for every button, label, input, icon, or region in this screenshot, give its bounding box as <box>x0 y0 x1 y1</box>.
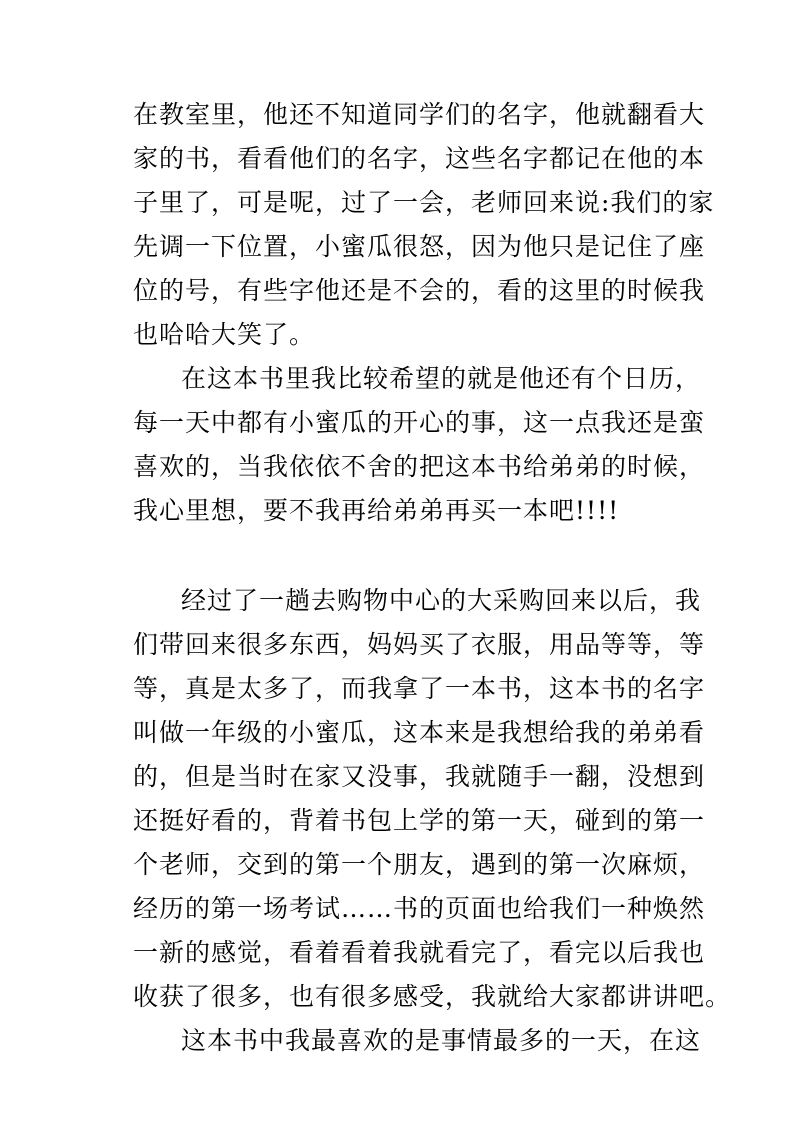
paragraph-3-line-5: 的，但是当时在家又没事，我就随手一翻，没想到 <box>133 762 706 791</box>
paragraph-2-line-1: 在这本书里我比较希望的就是他还有个日历， <box>181 364 702 393</box>
paragraph-1-line-2: 家的书，看看他们的名字，这些名字都记在他的本 <box>133 144 706 173</box>
paragraph-2-line-4: 我心里想，要不我再给弟弟再买一本吧!!!! <box>133 496 620 525</box>
paragraph-1-line-6: 也哈哈大笑了。 <box>133 320 316 349</box>
paragraph-3-line-10: 收获了很多，也有很多感受，我就给大家都讲讲吧。 <box>133 982 732 1011</box>
paragraph-2-line-3: 喜欢的，当我依依不舍的把这本书给弟弟的时候， <box>133 452 706 481</box>
paragraph-1-line-1: 在教室里，他还不知道同学们的名字，他就翻看大 <box>133 100 706 129</box>
paragraph-3-line-2: 们带回来很多东西，妈妈买了衣服，用品等等，等 <box>133 630 706 659</box>
paragraph-1-line-5: 位的号，有些字他还是不会的，看的这里的时候我 <box>133 276 706 305</box>
paragraph-3-line-7: 个老师，交到的第一个朋友，遇到的第一次麻烦， <box>133 850 706 879</box>
paragraph-2-line-2: 每一天中都有小蜜瓜的开心的事，这一点我还是蛮 <box>133 408 706 437</box>
paragraph-3-line-9: 一新的感觉，看着看着我就看完了，看完以后我也 <box>133 938 706 967</box>
paragraph-1-line-4: 先调一下位置，小蜜瓜很怒，因为他只是记住了座 <box>133 232 706 261</box>
paragraph-3-line-3: 等，真是太多了，而我拿了一本书，这本书的名字 <box>133 674 706 703</box>
paragraph-3-line-6: 还挺好看的，背着书包上学的第一天，碰到的第一 <box>133 806 706 835</box>
paragraph-3-line-1: 经过了一趟去购物中心的大采购回来以后，我 <box>181 586 702 615</box>
paragraph-3-line-8: 经历的第一场考试……书的页面也给我们一种焕然 <box>133 894 706 923</box>
paragraph-4-line-1: 这本书中我最喜欢的是事情最多的一天，在这 <box>181 1026 702 1055</box>
paragraph-1-line-3: 子里了，可是呢，过了一会，老师回来说:我们的家 <box>133 188 715 217</box>
paragraph-3-line-4: 叫做一年级的小蜜瓜，这本来是我想给我的弟弟看 <box>133 718 706 747</box>
